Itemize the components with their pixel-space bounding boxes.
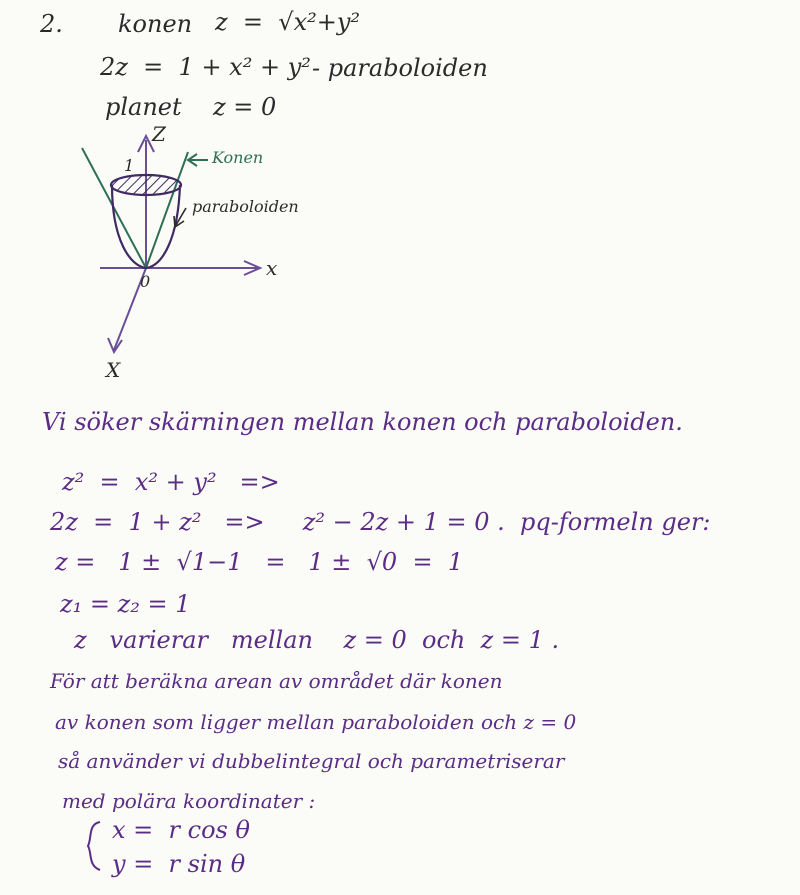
x-axis-down-label: X (106, 358, 121, 382)
cone-equation: z = √x²+y² (215, 8, 361, 36)
system-x-equation: x = r cos θ (112, 816, 250, 844)
intro-line: Vi söker skärningen mellan konen och paraboloiden. (42, 408, 683, 436)
equation-5: z varierar mellan z = 0 och z = 1 . (74, 626, 560, 654)
cone-label: Konen (212, 148, 264, 167)
paraboloid-label: paraboloiden (192, 197, 299, 216)
paragraph-line-2: av konen som ligger mellan paraboloiden och z = 0 (55, 710, 577, 734)
paragraph-line-1: För att beräkna arean av området där konen (50, 669, 503, 693)
cone-word: konen (118, 10, 193, 38)
equation-1: z² = x² + y² => (62, 468, 280, 496)
equation-4: z₁ = z₂ = 1 (60, 590, 191, 618)
paraboloid-equation: 2z = 1 + x² + y² (100, 53, 311, 81)
system-y-equation: y = r sin θ (112, 850, 246, 878)
plane-equation: z = 0 (213, 93, 277, 121)
paraboloid-note: - paraboloiden (312, 54, 488, 82)
z-axis-label: Z (152, 122, 166, 146)
paragraph-line-3: så använder vi dubbelintegral och parametriserar (58, 749, 565, 773)
height-mark: 1 (124, 156, 135, 175)
paragraph-line-4: med polära koordinater : (62, 789, 316, 813)
equation-3: z = 1 ± √1−1 = 1 ± √0 = 1 (55, 548, 464, 576)
origin-label: 0 (140, 272, 151, 291)
equation-2: 2z = 1 + z² => z² − 2z + 1 = 0 . pq-formeln ger: (50, 508, 711, 536)
plane-word: planet (105, 93, 182, 121)
problem-number: 2. (40, 10, 63, 38)
x-axis-right-label: x (266, 256, 278, 280)
